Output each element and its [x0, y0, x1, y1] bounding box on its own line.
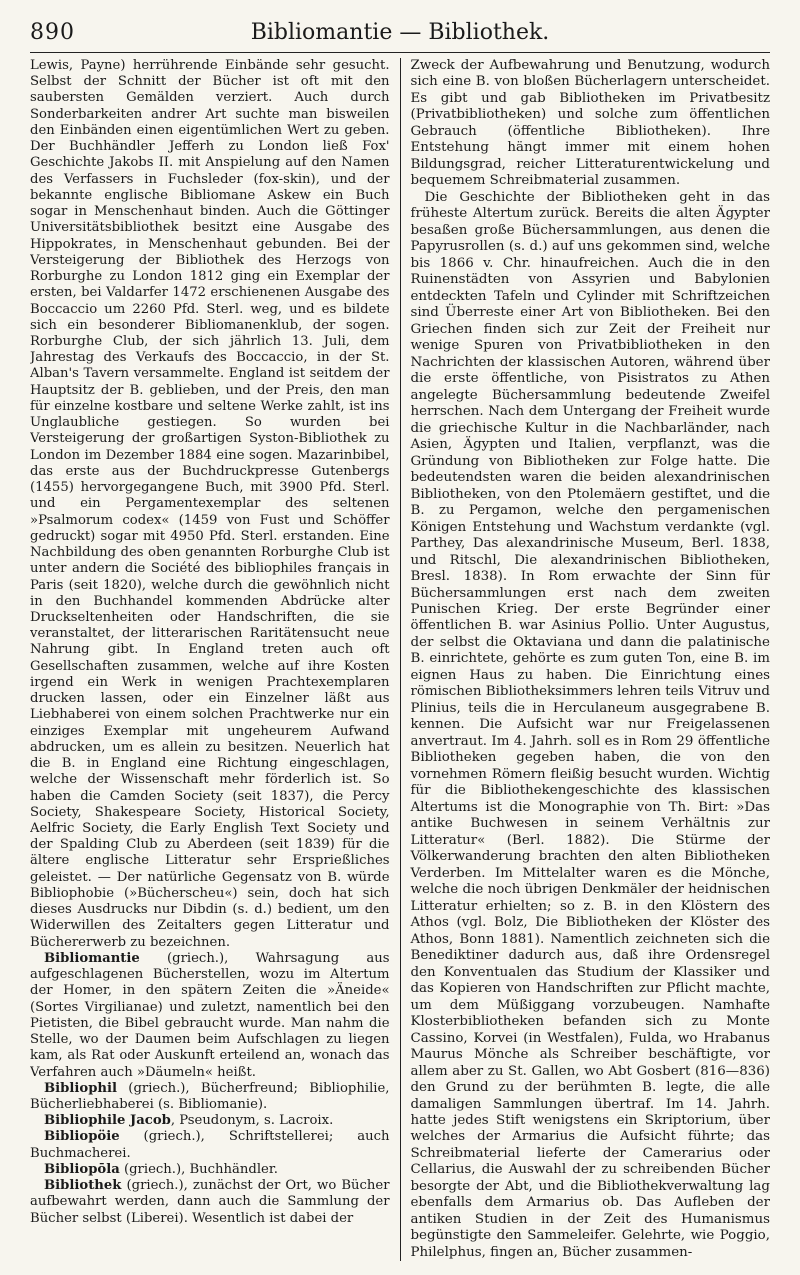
- headword: Bibliopöie: [44, 1129, 120, 1145]
- headword: Bibliopōla: [44, 1161, 120, 1177]
- entry-text: (griech.), Buchhändler.: [119, 1161, 278, 1177]
- entry-bibliothek: [30, 1178, 390, 1227]
- right-column: [400, 58, 770, 1261]
- headword: Bibliophil: [44, 1080, 118, 1096]
- headword: Bibliophile Jacob: [44, 1113, 171, 1129]
- entry-text: (griech.), zunächst der Ort, wo Bücher aufbewahrt werden, dann auch die Sammlung der Bücher selbst (Liberei). Wesentlich ist dabei der: [30, 1178, 390, 1226]
- entry-bibliophil: [30, 1081, 390, 1113]
- entry-text: (griech.), Wahrsagung aus aufgeschlagenen Bücherstellen, wozu im Altertum der Homer, in den spätern Zeiten die »Äneide« (Sortes Virgilianae) und zuletzt, namentlich bei den Pietisten, die Bibel gebraucht wurde. Man nahm die Stelle, wo der Daumen beim Aufschlagen zu liegen kam, als Rat oder Auskunft erteilend an, wonach das Verfahren auch »Däumeln« heißt.: [30, 950, 390, 1080]
- entry-bibliopola: [30, 1162, 390, 1178]
- headword: Bibliomantie: [44, 950, 140, 966]
- paragraph: Lewis, Payne) herrührende Einbände sehr gesucht. Selbst der Schnitt der Bücher ist oft mit den saubersten Gemälden verziert. Auch durch Sonderbarkeiten andrer Art suchte man bisweilen den Einbänden einen eigentümlichen Wert zu geben. Der Buchhändler Jefferh zu London ließ Fox' Geschichte Jakobs II. mit Anspielung auf den Namen des Verfassers in Fuchsleder (fox-skin), und der bekannte englische Bibliomane Askew ein Buch sogar in Menschenhaut binden. Auch die Göttinger Universitätsbibliothek besitzt eine Ausgabe des Hippokrates, in Menschenhaut gebunden. Bei der Versteigerung der Bibliothek des Herzogs von Rorburghe zu London 1812 ging ein Exemplar der ersten, bei Valdarfer 1472 erschienenen Ausgabe des Boccaccio um 2260 Pfd. Sterl. weg, und es bildete sich ein besonderer Bibliomanenklub, der sogen. Rorburghe Club, der sich jährlich 13. Juli, dem Jahrestag des Verkaufs des Boccaccio, in der St. Alban's Tavern versammelte. England ist seitdem der Hauptsitz der B. geblieben, und der Preis, den man für einzelne kostbare und seltene Werke zahlt, ist ins Unglaubliche gestiegen. So wurden bei Versteigerung der großartigen Syston-Bibliothek zu London im Dezember 1884 eine sogen. Mazarinbibel, das erste aus der Buchdruckpresse Gutenbergs (1455) hervorgegangene Buch, mit 3900 Pfd. Sterl. und ein Pergamentexemplar des seltenen »Psalmorum codex« (1459 von Fust und Schöffer gedruckt) sogar mit 4950 Pfd. Sterl. erstanden. Eine Nachbildung des oben genannten Rorburghe Club ist unter andern die Société des bibliophiles français in Paris (seit 1820), welche durch die gewöhnlich nicht in den Buchhandel kommenden Abdrücke alter Druckseltenheiten oder Handschriften, die sie veranstaltet, der litterarischen Raritätensucht neue Nahrung gibt. In England treten auch oft Gesellschaften zusammen, welche auf ihre Kosten irgend ein Werk in wenigen Prachtexemplaren drucken lassen, oder ein Einzelner läßt aus Liebhaberei von einem solchen Prachtwerke nur ein einziges Exemplar mit ungeheurem Aufwand abdrucken, um es allein zu besitzen. Neuerlich hat die B. in England eine Richtung eingeschlagen, welche der Wissenschaft mehr förderlich ist. So haben die Camden Society (seit 1837), die Percy Society, Shakespeare Society, Historical Society, Aelfric Society, die Early English Text Society und der Spalding Club zu Aberdeen (seit 1839) für die ältere englische Litteratur sehr Ersprießliches geleistet. — Der natürliche Gegensatz von B. würde Bibliophobie (»Bücherscheu«) sein, doch hat sich dieses Ausdrucks nur Dibdin (s. d.) bedient, um den Widerwillen des Zeitalters gegen Litteratur und Büchererwerb zu bezeichnen.: [30, 58, 390, 950]
- left-column: [30, 58, 400, 1261]
- entry-bibliopoie: [30, 1129, 390, 1161]
- page-number: 890: [30, 20, 75, 45]
- entry-text: (griech.), Schriftstellerei; auch Buchmacherei.: [30, 1129, 390, 1161]
- entry-text: , Pseudonym, s. Lacroix.: [170, 1113, 334, 1129]
- text-columns: [30, 58, 770, 1261]
- headword: Bibliothek: [44, 1178, 122, 1194]
- entry-bibliophile-jacob: [30, 1113, 390, 1129]
- paragraph: Zweck der Aufbewahrung und Benutzung, wodurch sich eine B. von bloßen Bücherlagern unterscheidet. Es gibt und gab Bibliotheken im Privatbesitz (Privatbibliotheken) und solche zum öffentlichen Gebrauch (öffentliche Bibliotheken). Ihre Entstehung hängt immer mit einem hohen Bildungsgrad, reicher Litteraturentwickelung und bequemem Schreibmaterial zusammen.: [410, 58, 770, 189]
- page-header: [30, 18, 770, 53]
- running-title: Bibliomantie — Bibliothek.: [250, 20, 550, 45]
- entry-text: (griech.), Bücherfreund; Bibliophilie, Bücherliebhaberei (s. Bibliomanie).: [30, 1080, 390, 1112]
- paragraph: Die Geschichte der Bibliotheken geht in das früheste Altertum zurück. Bereits die alten Ägypter besaßen große Büchersammlungen, aus denen die Papyrusrollen (s. d.) auf uns gekommen sind, welche bis 1866 v. Chr. hinaufreichen. Auch die in den Ruinenstädten von Assyrien und Babylonien entdeckten Tafeln und Cylinder mit Schriftzeichen sind Überreste einer Art von Bibliotheken. Bei den Griechen finden sich zur Zeit der Freiheit nur wenige Spuren von Privatbibliotheken in den Nachrichten der klassischen Autoren, während über die erste öffentliche, von Pisistratos zu Athen angelegte Büchersammlung bedeutende Zweifel herrschen. Nach dem Untergang der Freiheit wurde die griechische Kultur in die Nachbarländer, nach Asien, Ägypten und Italien, verpflanzt, was die Gründung von Bibliotheken zur Folge hatte. Die bedeutendsten waren die beiden alexandrinischen Bibliotheken, von den Ptolemäern gestiftet, und die B. zu Pergamon, welche den pergamenischen Königen Entstehung und Wachstum verdankte (vgl. Parthey, Das alexandrinische Museum, Berl. 1838, und Ritschl, Die alexandrinischen Bibliotheken, Bresl. 1838). In Rom erwachte der Sinn für Büchersammlungen erst nach dem zweiten Punischen Krieg. Der erste Begründer einer öffentlichen B. war Asinius Pollio. Unter Augustus, der selbst die Oktaviana und dann die palatinische B. einrichtete, gehörte es zum guten Ton, eine B. im eignen Haus zu haben. Die Einrichtung eines römischen Bibliotheksimmers lehren teils Vitruv und Plinius, teils die in Herculaneum ausgegrabene B. kennen. Die Aufsicht war nur Freigelassenen anvertraut. Im 4. Jahrh. soll es in Rom 29 öffentliche Bibliotheken gegeben haben, die von den vornehmen Römern fleißig besucht wurden. Wichtig für die Bibliothekengeschichte des klassischen Altertums ist die Monographie von Th. Birt: »Das antike Buchwesen in seinem Verhältnis zur Litteratur« (Berl. 1882). Die Stürme der Völkerwanderung brachten den alten Bibliotheken Verderben. Im Mittelalter waren es die Mönche, welche die noch übrigen Denkmäler der heidnischen Litteratur erhielten; so z. B. in den Klöstern des Athos (vgl. Bolz, Die Bibliotheken der Klöster des Athos, Bonn 1881). Namentlich zeichneten sich die Benediktiner dadurch aus, daß ihre Ordensregel den Konventualen das Studium der Klassiker und das Kopieren von Handschriften zur Pflicht machte, um dem Müßiggang vorzubeugen. Namhafte Klosterbibliotheken befanden sich zu Monte Cassino, Korvei (in Westfalen), Fulda, wo Hrabanus Maurus Mönche als Schreiber beschäftigte, vor allem aber zu St. Gallen, wo Abt Gosbert (816—836) den Grund zu der berühmten B. legte, die alle damaligen Sammlungen übertraf. Im 14. Jahrh. hatte jedes Stift wenigstens ein Skriptorium, über welches der Armarius die Aufsicht führte; das Schreibmaterial lieferte der Camerarius oder Cellarius, die Auswahl der zu schreibenden Bücher besorgte der Abt, und die Bibliothekverwaltung lag ebenfalls dem Armarius ob. Das Aufleben der antiken Studien in der Zeit des Humanismus begünstigte den Sammeleifer. Gelehrte, wie Poggio, Philelphus, fingen an, Bücher zusammen-: [410, 189, 770, 1260]
- entry-bibliomantie: [30, 951, 390, 1081]
